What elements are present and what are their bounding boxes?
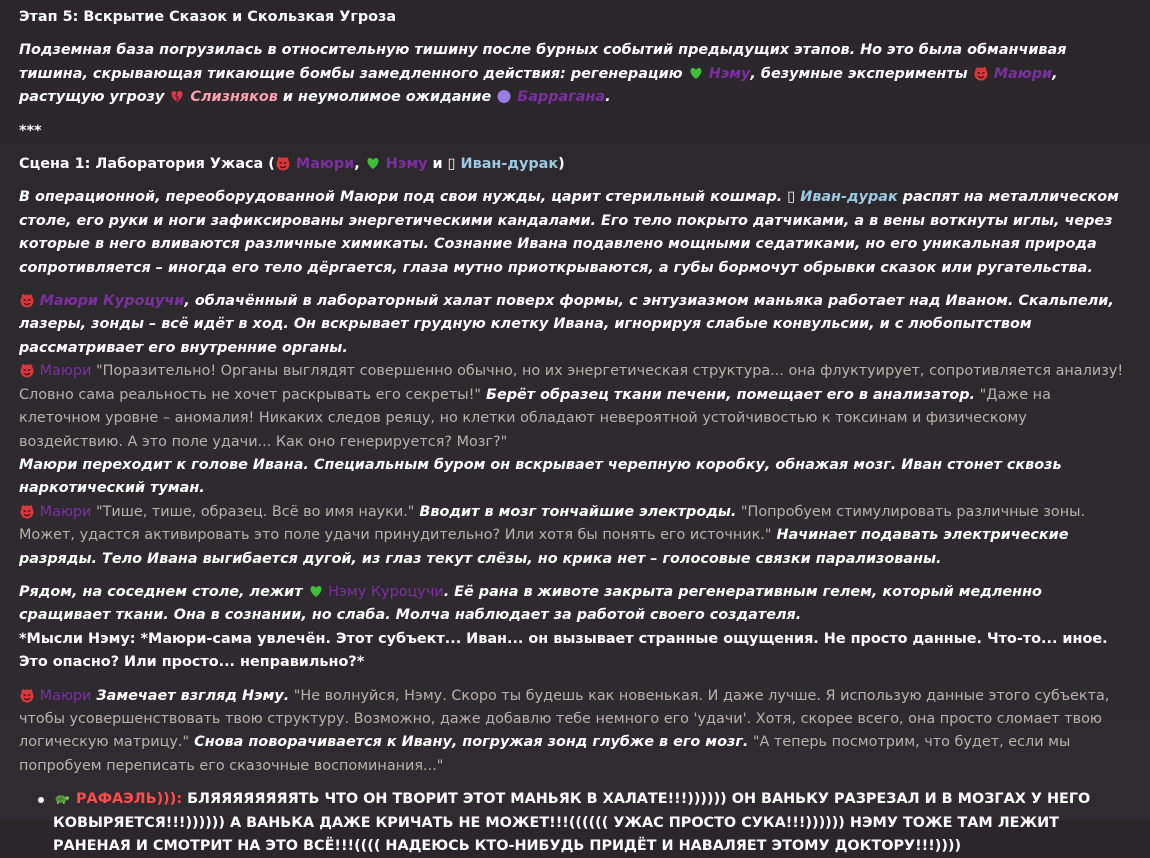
separator: *** xyxy=(19,122,42,139)
green-heart-icon xyxy=(308,583,324,599)
scene-heading: Сцена 1: Лаборатория Ужаса ( Маюри, Нэму и ▯ Иван-дурак) xyxy=(19,156,565,173)
turtle-icon xyxy=(53,790,71,806)
paragraph-mayuri-speech: Маюри Замечает взгляд Нэму. "Не волнуйся, Нэму. Скоро ты будешь как новенькая. И даже лучше. Я использую данные этого субъекта, чтобы усовершенствовать твою структуру. Возможно, даже добавлю тебе немного его 'удачи'. Хотя, скорее всего, она просто сломает твою логическую матрицу." Снова поворачивается к Ивану, погружая зонд глубже в его мозг. "А теперь посмотрим, что будет, если мы попробуем переписать его сказочные воспоминания..." xyxy=(19,687,1110,774)
devil-face-icon xyxy=(973,65,989,81)
intro-paragraph: Подземная база погрузилась в относительную тишину после бурных событий предыдущих этапов. Но это была обманчивая тишина, скрывающая тикающие бомбы замедленного действия: регенерацию Нэму, безумные эксперименты Маюри, растущую угрозу Слизняков и неумолимое ожидание Баррагана. xyxy=(19,42,1067,106)
reactions-list xyxy=(19,788,1131,858)
devil-face-icon xyxy=(275,155,291,171)
devil-face-icon xyxy=(19,362,35,378)
character-name-slizn: Слизняков xyxy=(190,89,278,106)
list-item: РАФАЭЛЬ))): БЛЯЯЯЯЯЯЯЯТЬ ЧТО ОН ТВОРИТ ЭТОТ МАНЬЯК В ХАЛАТЕ!!!)))))) ОН ВАНЬКУ РАЗРЕЗАЛ И В МОЗГАХ У НЕГО КОВЫРЯЕТСЯ!!!)))))) А ВАНЬКА ДАЖЕ КРИЧАТЬ НЕ МОЖЕТ!!!(((((( УЖАС ПРОСТО СУКА!!!)))))) НЭМУ ТОЖЕ ТАМ ЛЕЖИТ РАНЕНАЯ И СМОТРИТ НА ЭТО ВСЁ!!!(((( НАДЕЮСЬ КТО-НИБУДЬ ПРИДЁТ И НАВАЛЯЕТ ЭТОМУ ДОКТОРУ!!!)))) xyxy=(53,788,1131,858)
devil-face-icon xyxy=(19,687,35,703)
broken-heart-icon xyxy=(169,88,185,104)
missing-glyph-icon: ▯ xyxy=(447,156,456,173)
character-name-nemu: Нэму xyxy=(708,65,751,82)
page-title: Этап 5: Вскрытие Сказок и Скользкая Угроза xyxy=(19,9,397,25)
paragraph-nemu: Рядом, на соседнем столе, лежит Нэму Куроцучи. Её рана в животе закрыта регенеративным гелем, который медленно сращивает ткани. Она в сознании, но слаба. Молча наблюдает за работой своего создателя. *Мысли Нэму: *Маюри-сама увлечён. Этот субъект... Иван... он вызывает странные ощущения. Не просто данные. Что-то... иное. Это опасно? Или просто... неправильно?* xyxy=(19,583,1108,671)
green-heart-icon xyxy=(688,65,704,81)
speaker-rafael: РАФАЭЛЬ))): xyxy=(71,791,183,808)
paragraph-operating-room: В операционной, переоборудованной Маюри под свои нужды, царит стерильный кошмар. ▯ Иван-дурак распят на металлическом столе, его руки и ноги зафиксированы энергетическими кандалами. Его тело покрыто датчиками, а в вены воткнуты иглы, через которые в него вливаются различные химикаты. Сознание Ивана подавлено мощными седатиками, но его уникальная природа сопротивляется – иногда его тело дёргается, глаза мутно приоткрываются, а губы бормочут обрывки сказок или ругательства. xyxy=(19,189,1119,276)
devil-face-icon xyxy=(19,292,35,308)
paragraph-mayuri-work: Маюри Куроцучи, облачённый в лабораторный халат поверх формы, с энтузиазмом маньяка работает над Иваном. Скальпели, лазеры, зонды – всё идёт в ход. Он вскрывает грудную клетку Ивана, игнорируя слабые конвульсии, и с любопытством рассматривает его внутренние органы. Маюри "Поразительно! Органы выглядят совершенно обычно, но их энергетическая структура... она флуктуирует, сопротивляется анализу! Словно сама реальность не хочет раскрывать его секреты!" Берёт образец ткани печени, помещает его в анализатор. "Даже на клеточном уровне – аномалия! Никаких следов реяцу, но клетки обладают невероятной устойчивостью к токсинам и физическому воздействию. А это поле удачи... Как оно генерируется? Мозг?" Маюри переходит к голове Ивана. Специальным буром он вскрывает черепную коробку, обнажая мозг. Иван стонет сквозь наркотический туман. Маюри "Тише, тише, образец. Всё во имя науки." Вводит в мозг тончайшие электроды. "Попробуем стимулировать различные зоны. Может, удастся активировать это поле удачи принудительно? Или хотя бы понять его источник." Начинает подавать электрические разряды. Тело Ивана выгибается дугой, из глаз текут слёзы, но крика нет – голосовые связки парализованы. xyxy=(19,293,1124,567)
character-name-barr: Баррагана xyxy=(517,89,606,106)
character-name-mayuri: Маюри xyxy=(993,65,1053,82)
nemu-thoughts: *Мысли Нэму: *Маюри-сама увлечён. Этот субъект... Иван... он вызывает странные ощущения. Не просто данные. Что-то... иное. Это опасно? Или просто... неправильно?* xyxy=(19,630,1108,671)
green-heart-icon xyxy=(365,155,381,171)
devil-face-icon xyxy=(19,503,35,519)
missing-glyph-icon: ▯ xyxy=(787,189,796,206)
purple-circle-icon xyxy=(496,88,512,104)
